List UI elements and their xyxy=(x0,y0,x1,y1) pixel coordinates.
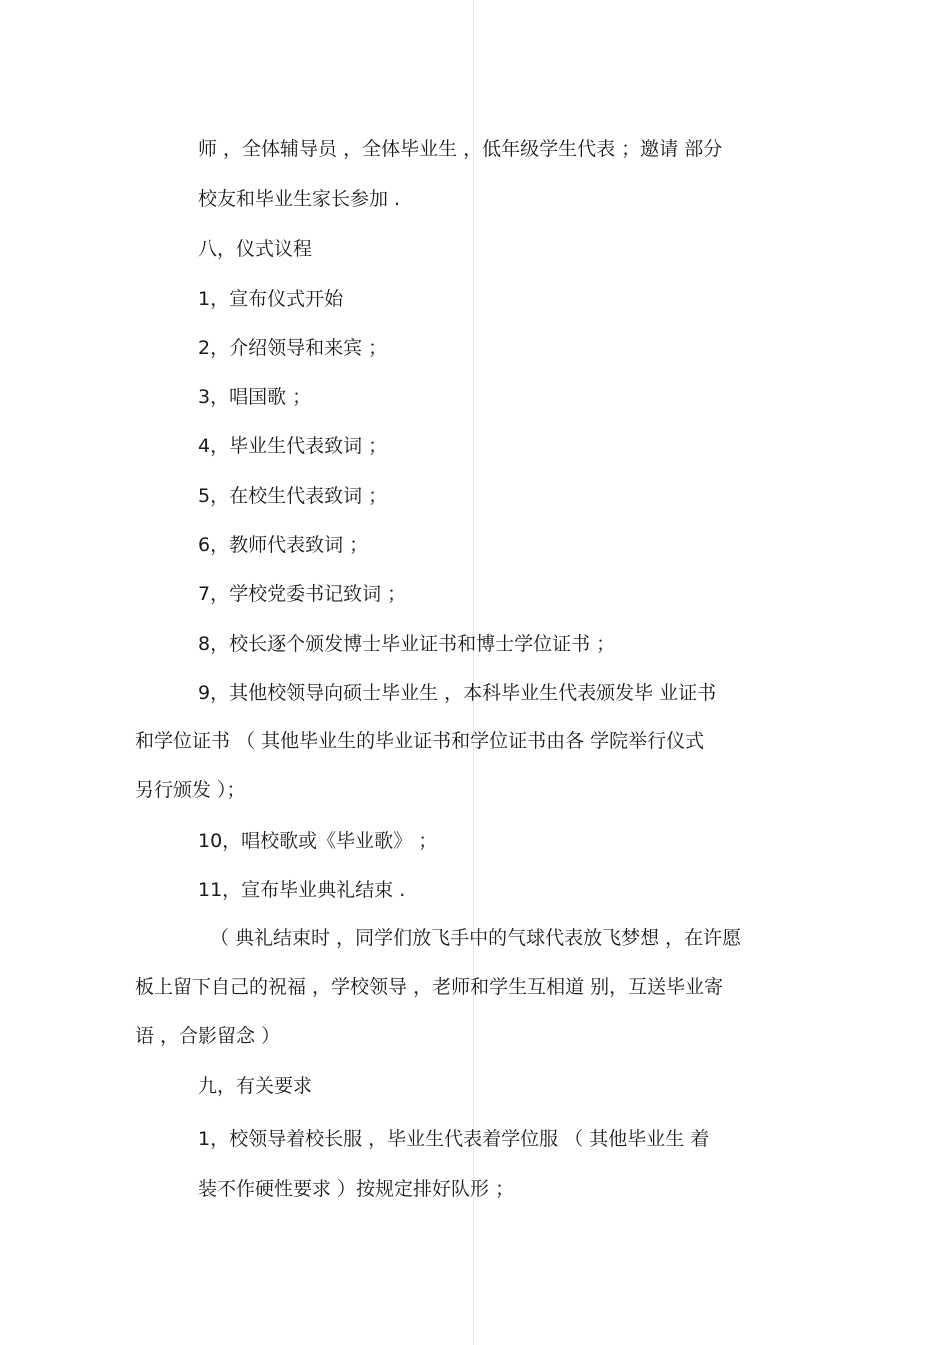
list-item: 4，毕业生代表致词 ； xyxy=(198,435,388,457)
list-item: 10，唱校歌或《毕业歌》 ； xyxy=(198,830,438,852)
section-heading: 八，仪式议程 xyxy=(198,238,313,260)
paragraph-line: （ 典礼结束时 ，同学们放飞手中的气球代表放飞梦想 ，在许愿 xyxy=(210,927,742,949)
list-item: 7，学校党委书记致词 ； xyxy=(198,583,407,605)
list-item: 3，唱国歌 ； xyxy=(198,386,312,408)
list-item: 1，宣布仪式开始 xyxy=(198,288,344,310)
list-item: 11，宣布毕业典礼结束 . xyxy=(198,879,406,901)
paragraph-line: 校友和毕业生家长参加 . xyxy=(198,188,401,210)
paragraph-line: 和学位证书 （ 其他毕业生的毕业证书和学位证书由各 学院举行仪式 xyxy=(135,730,705,752)
section-heading: 九，有关要求 xyxy=(198,1075,313,1097)
list-item: 6，教师代表致词 ； xyxy=(198,534,369,556)
list-item: 2，介绍领导和来宾 ； xyxy=(198,337,388,359)
paragraph-line: 板上留下自己的祝福 ，学校领导 ，老师和学生互相道 别，互送毕业寄 xyxy=(135,976,724,998)
paragraph-line: 另行颁发 ）； xyxy=(135,779,246,801)
list-item: 9，其他校领导向硕士毕业生 ，本科毕业生代表颁发毕 业证书 xyxy=(198,682,717,704)
list-item: 1，校领导着校长服 ，毕业生代表着学位服 （ 其他毕业生 着 xyxy=(198,1128,710,1150)
paragraph-line: 装不作硬性要求 ）按规定排好队形 ； xyxy=(198,1178,515,1200)
list-item: 8，校长逐个颁发博士毕业证书和博士学位证书 ； xyxy=(198,633,616,655)
paragraph-line: 师 ，全体辅导员 ，全体毕业生 ，低年级学生代表 ；邀请 部分 xyxy=(198,138,723,160)
list-item: 5，在校生代表致词 ； xyxy=(198,485,388,507)
paragraph-line: 语 ，合影留念 ） xyxy=(135,1025,281,1047)
